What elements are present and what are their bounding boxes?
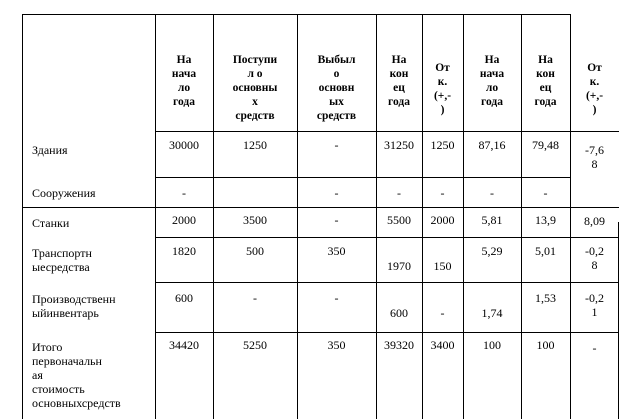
cell-r6-c4: 39320: [384, 338, 414, 352]
column-header-6: На нача ло года: [479, 54, 505, 108]
column-header-4: На кон ец года: [388, 54, 410, 108]
rule-row-1: [155, 177, 570, 178]
cell-r5-c8: -0,2 1: [585, 291, 604, 319]
cell-r6-c5: 3400: [430, 338, 455, 352]
cell-r3-c8: 8,09: [584, 214, 605, 228]
cell-r4-c6: 5,29: [481, 244, 503, 258]
rule-left: [22, 14, 23, 419]
cell-r1-c6: 87,16: [478, 138, 506, 152]
cell-r1-c8: -7,6 8: [585, 143, 604, 171]
cell-r6-c7: 100: [536, 338, 555, 352]
cell-r4-c8: -0,2 8: [585, 244, 604, 272]
row-label-5: Производственн ыйинвентарь: [32, 292, 116, 320]
row-label-2: Сооружения: [32, 186, 96, 200]
row-label-1: Здания: [32, 143, 68, 157]
cell-r1-c2: 1250: [243, 138, 267, 152]
column-header-5: От к. (+,- ): [433, 62, 452, 116]
cell-r6-c2: 5250: [243, 338, 267, 352]
cell-r6-c6: 100: [483, 338, 501, 352]
cell-r3-c4: 5500: [387, 213, 411, 227]
cell-r2-c7: -: [543, 186, 548, 200]
row-label-6: Итого первоначальн ая стоимость основныхсредств: [32, 340, 121, 410]
cell-r1-c3: -: [334, 138, 339, 152]
cell-r6-c1: 34420: [169, 338, 199, 352]
cell-r3-c6: 5,81: [481, 213, 503, 227]
cell-r5-c6: 1,74: [481, 306, 503, 320]
column-header-8: От к. (+,- ): [585, 62, 604, 116]
cell-r3-c3: -: [334, 213, 339, 227]
row-label-4: Транспортн ыесредства: [32, 246, 92, 274]
rule-header-bottom: [155, 131, 619, 132]
cell-r6-c3: 350: [327, 338, 346, 352]
rule-row-2: [22, 207, 619, 208]
cell-r5-c4: 600: [390, 306, 408, 320]
cell-r4-c4: 1970: [387, 259, 411, 273]
cell-r3-c5: 2000: [430, 213, 455, 227]
cell-r5-c2: -: [253, 291, 257, 305]
cell-r2-c1: -: [182, 186, 186, 200]
column-header-2: Поступи л о основны х средств: [232, 54, 278, 122]
rule-row-4: [155, 282, 619, 283]
cell-r4-c5: 150: [433, 259, 452, 273]
cell-r1-c7: 79,48: [532, 138, 559, 152]
cell-r5-c1: 600: [175, 291, 193, 305]
column-header-3: Выбыл о основн ых средств: [316, 54, 357, 122]
cell-r4-c1: 1820: [172, 244, 196, 258]
cell-r3-c7: 13,9: [535, 213, 556, 227]
cell-r6-c8: -: [592, 341, 597, 355]
rule-row-5: [155, 332, 619, 333]
cell-r5-c3: -: [334, 291, 339, 305]
cell-r4-c2: 500: [246, 244, 264, 258]
cell-r2-c6: -: [490, 186, 494, 200]
row-label-3: Станки: [32, 216, 70, 230]
cell-r3-c1: 2000: [172, 213, 196, 227]
cell-r1-c1: 30000: [169, 138, 199, 152]
cell-r5-c7: 1,53: [535, 291, 556, 305]
rule-top: [22, 14, 570, 15]
cell-r2-c5: -: [440, 186, 445, 200]
cell-r5-c5: -: [440, 306, 445, 320]
cell-r1-c4: 31250: [384, 138, 414, 152]
cell-r1-c5: 1250: [430, 138, 455, 152]
cell-r2-c3: -: [334, 186, 339, 200]
cell-r4-c7: 5,01: [535, 244, 556, 258]
cell-r4-c3: 350: [327, 244, 346, 258]
rule-row-3: [155, 237, 619, 238]
column-header-1: На нача ло года: [171, 54, 197, 108]
cell-r2-c4: -: [397, 186, 401, 200]
column-header-7: На кон ец года: [534, 54, 557, 108]
cell-r3-c2: 3500: [243, 213, 267, 227]
